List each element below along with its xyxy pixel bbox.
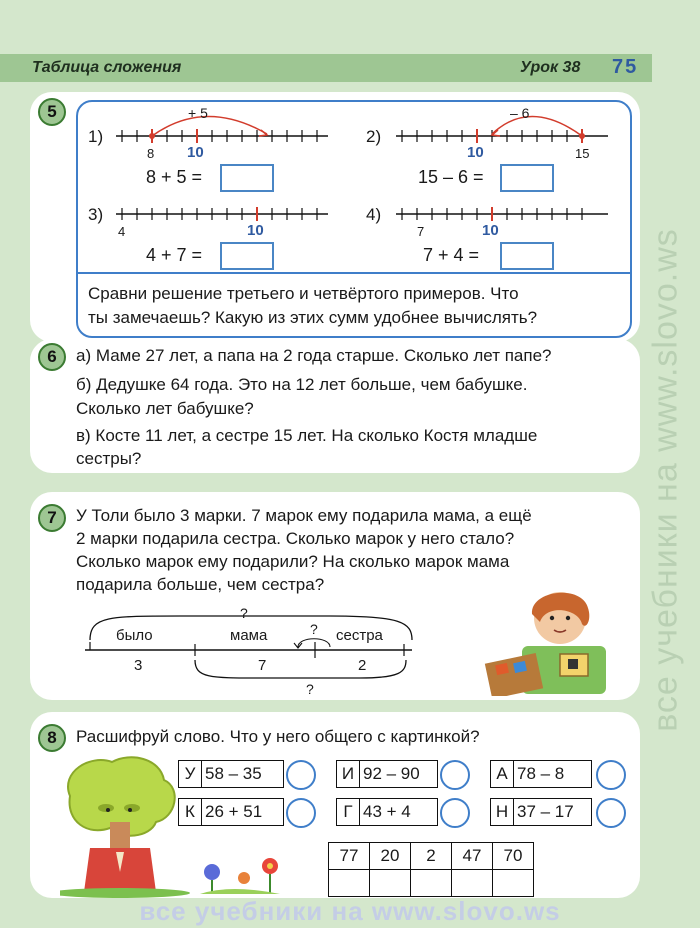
diagram-value-2: 2 xyxy=(358,657,367,674)
line-1-tick-10: 10 xyxy=(187,144,204,161)
header-band xyxy=(0,54,652,82)
code-number: 20 xyxy=(370,843,411,870)
code-answer-cell[interactable] xyxy=(411,870,452,897)
answer-box-3[interactable] xyxy=(220,242,274,270)
task-6-line-c: в) Косте 11 лет, а сестре 15 лет. На сколько Костя младше xyxy=(76,426,538,445)
task-5-card xyxy=(30,92,640,342)
task-7-line-4: подарила больше, чем сестра? xyxy=(76,575,325,594)
cipher-card-a xyxy=(490,760,592,788)
cipher-letter: Г xyxy=(337,799,360,825)
answer-circle-i[interactable] xyxy=(440,760,470,790)
number-line-3 xyxy=(116,207,328,221)
code-answer-cell[interactable] xyxy=(493,870,534,897)
diagram-question-top: ? xyxy=(240,605,248,621)
task-number-7: 7 xyxy=(38,504,66,532)
line-1-tick-8: 8 xyxy=(147,146,155,161)
answer-circle-n[interactable] xyxy=(596,798,626,828)
line-2-tick-15: 15 xyxy=(575,146,590,161)
task-8-instruction: Расшифруй слово. Что у него общего с картинкой? xyxy=(76,727,480,746)
task-7-card xyxy=(30,492,640,700)
answer-box-2[interactable] xyxy=(500,164,554,192)
task-5-divider xyxy=(78,272,630,274)
diagram-value-7: 7 xyxy=(258,657,267,674)
lesson-title: Урок 38 xyxy=(520,59,581,76)
diagram-value-3: 3 xyxy=(134,657,143,674)
cipher-expression: 92 – 90 xyxy=(363,764,420,783)
tree-boy-illustration xyxy=(60,752,290,898)
vertical-watermark: все учебники на www.slovo.ws xyxy=(646,228,685,732)
line-3-tick-10: 10 xyxy=(247,222,264,239)
number-line-2 xyxy=(396,116,608,143)
cipher-card-n xyxy=(490,798,592,826)
cipher-expression: 58 – 35 xyxy=(205,764,262,783)
code-answer-cell[interactable] xyxy=(370,870,411,897)
equation-2: 15 – 6 = xyxy=(418,167,484,187)
answer-circle-k[interactable] xyxy=(286,798,316,828)
code-number: 70 xyxy=(493,843,534,870)
cipher-letter: И xyxy=(337,761,360,787)
section-title: Таблица сложения xyxy=(32,59,182,76)
cipher-letter: Н xyxy=(491,799,514,825)
line-2-tick-10: 10 xyxy=(467,144,484,161)
number-line-1 xyxy=(116,116,328,143)
cipher-letter: К xyxy=(179,799,202,825)
task-5-question-line-2: ты замечаешь? Какую из этих сумм удобнее вычислять? xyxy=(88,308,538,327)
task-number-8: 8 xyxy=(38,724,66,752)
page-number: 75 xyxy=(612,56,639,78)
line-2-label: 2) xyxy=(366,127,382,146)
diagram-label-mom: мама xyxy=(230,627,268,644)
equation-4: 7 + 4 = xyxy=(423,245,480,265)
code-number-row xyxy=(329,843,534,870)
code-answer-row xyxy=(329,870,534,897)
answer-circle-a[interactable] xyxy=(596,760,626,790)
task-6-line-b-cont: Сколько лет бабушке? xyxy=(76,399,254,418)
task-8-card xyxy=(30,712,640,898)
task-6-line-a: а) Маме 27 лет, а папа на 2 года старше. Сколько лет папе? xyxy=(76,346,552,365)
cipher-expression: 43 + 4 xyxy=(363,802,411,821)
task-6-line-b: б) Дедушке 64 года. Это на 12 лет больше, чем бабушке. xyxy=(76,375,528,394)
task-6-card xyxy=(30,339,640,473)
task-6-line-c-cont: сестры? xyxy=(76,449,142,468)
line-4-label: 4) xyxy=(366,205,382,224)
equation-3: 4 + 7 = xyxy=(146,245,203,265)
task-7-line-2: 2 марки подарила сестра. Сколько марок у него стало? xyxy=(76,529,515,548)
code-number: 2 xyxy=(411,843,452,870)
diagram-question-mid: ? xyxy=(310,621,318,637)
cipher-letter: У xyxy=(179,761,202,787)
line-3-label: 3) xyxy=(88,205,104,224)
diagram-question-bottom: ? xyxy=(306,681,314,697)
task-5-question-line-1: Сравни решение третьего и четвёртого примеров. Что xyxy=(88,284,519,303)
diagram-label-was: было xyxy=(116,627,153,644)
line-1-label: 1) xyxy=(88,127,104,146)
line-4-tick-7: 7 xyxy=(417,224,425,239)
line-2-arc-label: – 6 xyxy=(510,105,530,121)
code-answer-cell[interactable] xyxy=(329,870,370,897)
cipher-card-i xyxy=(336,760,438,788)
equation-1: 8 + 5 = xyxy=(146,167,203,187)
code-table xyxy=(328,842,534,897)
code-answer-cell[interactable] xyxy=(452,870,493,897)
task-number-5: 5 xyxy=(38,98,66,126)
answer-box-1[interactable] xyxy=(220,164,274,192)
line-1-arc-label: + 5 xyxy=(188,105,208,121)
boy-with-stamps-illustration xyxy=(482,584,632,696)
task-7-line-1: У Толи было 3 марки. 7 марок ему подарила мама, а ещё xyxy=(76,506,532,525)
number-line-4 xyxy=(396,207,608,221)
cipher-letter: А xyxy=(491,761,514,787)
task-7-line-3: Сколько марок ему подарили? На сколько марок мама xyxy=(76,552,510,571)
cipher-expression: 37 – 17 xyxy=(517,802,574,821)
bottom-watermark: все учебники на www.slovo.ws xyxy=(139,896,561,926)
answer-circle-g[interactable] xyxy=(440,798,470,828)
line-4-tick-10: 10 xyxy=(482,222,499,239)
code-number: 77 xyxy=(329,843,370,870)
answer-box-4[interactable] xyxy=(500,242,554,270)
answer-circle-u[interactable] xyxy=(286,760,316,790)
task-number-6: 6 xyxy=(38,343,66,371)
cipher-expression: 26 + 51 xyxy=(205,802,263,821)
cipher-card-g xyxy=(336,798,438,826)
code-number: 47 xyxy=(452,843,493,870)
cipher-expression: 78 – 8 xyxy=(517,764,565,783)
diagram-label-sister: сестра xyxy=(336,627,383,644)
line-3-tick-4: 4 xyxy=(118,224,126,239)
